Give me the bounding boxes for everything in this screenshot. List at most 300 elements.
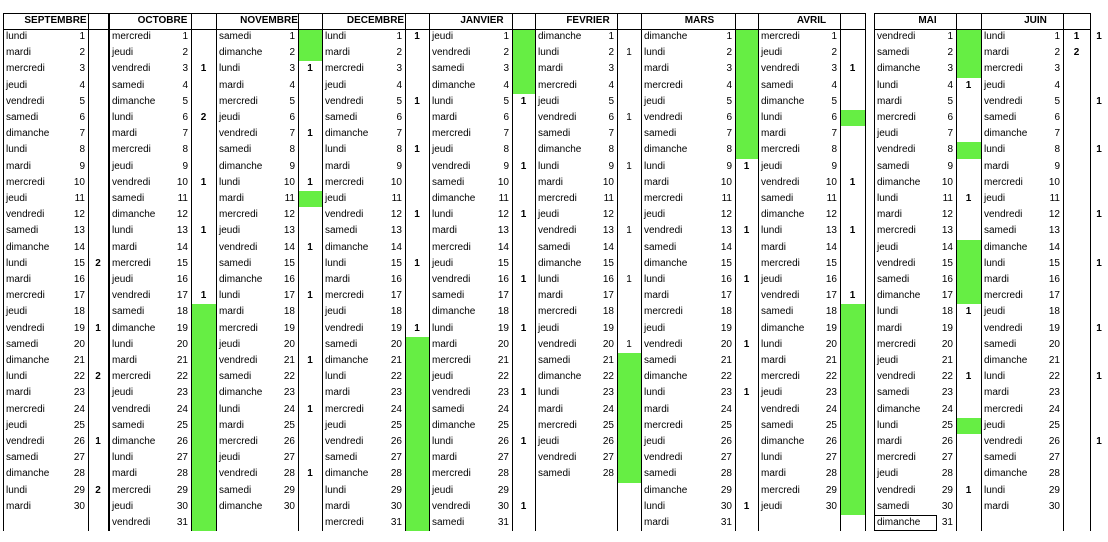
day-name: jeudi <box>644 209 666 221</box>
day-number: 13 <box>825 225 837 237</box>
day-number: 3 <box>503 63 509 75</box>
lesson-count: 1 <box>849 225 856 237</box>
day-name: mercredi <box>112 31 151 42</box>
day-name: mardi <box>325 500 351 512</box>
day-name: lundi <box>984 31 1006 42</box>
day-number: 2 <box>182 47 188 59</box>
day-name: mardi <box>219 419 245 431</box>
day-number: 6 <box>289 112 295 123</box>
day-number: 18 <box>497 306 509 318</box>
day-number: 26 <box>73 436 85 447</box>
lesson-count: 2 <box>200 112 207 123</box>
lesson-count: 1 <box>414 31 420 42</box>
day-number: 1 <box>831 31 837 42</box>
day-number: 17 <box>176 290 188 302</box>
day-name: mardi <box>6 160 32 172</box>
day-number: 13 <box>73 225 85 237</box>
lesson-count: 1 <box>965 371 972 383</box>
grid-line <box>191 13 192 531</box>
day-name: mercredi <box>112 257 151 269</box>
day-number: 5 <box>726 95 732 107</box>
day-number: 6 <box>1054 112 1060 123</box>
day-name: samedi <box>538 241 571 253</box>
day-name: lundi <box>877 419 899 431</box>
day-name: vendredi <box>644 338 683 350</box>
lesson-count: 1 <box>200 225 207 237</box>
day-number: 18 <box>720 306 732 318</box>
day-number: 16 <box>1048 274 1060 285</box>
holiday-highlight <box>957 240 981 305</box>
day-number: 2 <box>396 47 402 59</box>
day-number: 18 <box>283 306 295 318</box>
extra-count: 1 <box>1096 31 1102 42</box>
day-number: 31 <box>176 517 188 528</box>
lesson-count: 1 <box>626 338 632 350</box>
day-number: 11 <box>942 193 953 204</box>
day-name: jeudi <box>112 387 134 399</box>
day-number: 30 <box>283 500 295 512</box>
day-name: jeudi <box>325 306 347 318</box>
day-number: 1 <box>182 31 188 42</box>
day-name: mardi <box>538 176 564 188</box>
day-number: 29 <box>825 484 837 496</box>
day-name: jeudi <box>219 338 241 350</box>
day-number: 21 <box>283 355 295 366</box>
day-number: 5 <box>608 95 614 107</box>
day-number: 30 <box>497 500 509 512</box>
day-name: mercredi <box>219 436 258 447</box>
grid-line <box>1063 13 1064 531</box>
day-name: mercredi <box>219 209 258 221</box>
day-name: samedi <box>538 355 571 366</box>
day-number: 4 <box>947 79 953 91</box>
day-name: mardi <box>984 47 1010 59</box>
day-name: lundi <box>644 387 666 399</box>
day-name: samedi <box>219 257 252 269</box>
day-name: vendredi <box>877 144 916 156</box>
day-name: vendredi <box>432 47 471 59</box>
month-header-fevrier: FEVRIER <box>566 15 610 26</box>
day-number: 14 <box>1048 241 1060 253</box>
day-number: 7 <box>608 128 614 140</box>
day-name: mercredi <box>877 452 916 464</box>
day-number: 1 <box>1054 31 1060 42</box>
lesson-count: 1 <box>307 241 313 253</box>
day-name: vendredi <box>984 436 1023 447</box>
day-number: 17 <box>390 290 402 302</box>
day-31-box <box>874 515 937 531</box>
lesson-count: 1 <box>520 274 527 285</box>
day-number: 26 <box>941 436 953 447</box>
lesson-count: 1 <box>626 112 632 123</box>
day-number: 11 <box>603 193 614 204</box>
day-number: 28 <box>283 468 295 480</box>
day-name: samedi <box>644 241 677 253</box>
day-name: dimanche <box>761 209 805 221</box>
grid-line <box>88 13 89 531</box>
day-number: 18 <box>941 306 953 318</box>
lesson-count: 1 <box>743 225 750 237</box>
day-number: 1 <box>503 31 509 42</box>
month-header-janvier: JANVIER <box>460 15 504 26</box>
day-number: 27 <box>497 452 509 464</box>
day-name: vendredi <box>984 322 1023 334</box>
day-number: 11 <box>826 193 837 204</box>
day-number: 17 <box>602 290 614 302</box>
lesson-count: 1 <box>307 176 313 188</box>
day-name: dimanche <box>761 436 805 447</box>
day-number: 18 <box>176 306 188 318</box>
day-name: mardi <box>984 387 1010 399</box>
day-name: jeudi <box>6 419 28 431</box>
day-number: 29 <box>73 484 85 496</box>
day-name: mercredi <box>6 176 45 188</box>
lesson-count: 1 <box>520 500 527 512</box>
day-name: mercredi <box>432 241 471 253</box>
day-number: 9 <box>726 160 732 172</box>
day-number: 16 <box>602 274 614 285</box>
day-name: samedi <box>432 176 465 188</box>
day-number: 13 <box>720 225 732 237</box>
day-name: lundi <box>432 436 454 447</box>
lesson-count: 1 <box>200 176 207 188</box>
lesson-count: 1 <box>520 322 527 334</box>
day-number: 28 <box>176 468 188 480</box>
day-number: 26 <box>176 436 188 447</box>
day-number: 10 <box>390 176 402 188</box>
day-name: mardi <box>432 338 458 350</box>
day-number: 21 <box>1048 355 1060 366</box>
day-name: dimanche <box>112 322 156 334</box>
day-name: mardi <box>112 468 138 480</box>
grid-line <box>3 29 865 30</box>
holiday-highlight <box>841 110 865 126</box>
day-name: jeudi <box>219 452 241 464</box>
day-name: dimanche <box>6 468 50 480</box>
day-number: 31 <box>497 517 509 528</box>
day-number: 2 <box>1054 47 1060 59</box>
lesson-count: 2 <box>95 371 101 383</box>
day-number: 23 <box>390 387 402 399</box>
day-number: 11 <box>721 193 732 204</box>
grid-line <box>512 13 513 531</box>
lesson-count: 1 <box>307 63 313 75</box>
day-name: mardi <box>984 274 1010 285</box>
day-number: 3 <box>79 63 85 75</box>
day-number: 29 <box>720 484 732 496</box>
day-number: 11 <box>284 193 295 204</box>
holiday-highlight <box>406 337 429 531</box>
day-number: 9 <box>947 160 953 172</box>
day-name: mercredi <box>984 403 1023 415</box>
day-number: 25 <box>941 419 953 431</box>
day-number: 9 <box>182 160 188 172</box>
day-name: samedi <box>6 338 39 350</box>
day-name: lundi <box>877 193 899 204</box>
day-number: 25 <box>1048 419 1060 431</box>
grid-line <box>3 13 4 531</box>
day-name: samedi <box>112 419 145 431</box>
day-name: vendredi <box>644 112 683 123</box>
day-name: lundi <box>325 257 347 269</box>
day-name: lundi <box>644 274 666 285</box>
day-number: 17 <box>720 290 732 302</box>
day-number: 24 <box>720 403 732 415</box>
day-name: jeudi <box>877 355 899 366</box>
day-name: mardi <box>325 387 351 399</box>
day-name: dimanche <box>877 290 921 302</box>
day-number: 1 <box>289 31 295 42</box>
lesson-count: 1 <box>965 79 972 91</box>
day-name: mercredi <box>644 193 683 204</box>
grid-line <box>865 13 866 531</box>
day-name: mercredi <box>325 63 364 75</box>
day-number: 10 <box>941 176 953 188</box>
day-number: 25 <box>283 419 295 431</box>
day-number: 8 <box>79 144 85 156</box>
day-name: vendredi <box>538 338 577 350</box>
day-name: dimanche <box>325 128 369 140</box>
day-name: lundi <box>6 257 28 269</box>
day-number: 3 <box>289 63 295 75</box>
day-name: mardi <box>877 322 903 334</box>
day-name: dimanche <box>538 371 582 383</box>
day-number: 16 <box>283 274 295 285</box>
day-name: lundi <box>219 403 241 415</box>
day-name: samedi <box>984 225 1017 237</box>
day-name: lundi <box>6 484 28 496</box>
day-number: 26 <box>720 436 732 447</box>
day-number: 30 <box>176 500 188 512</box>
day-name: vendredi <box>432 274 471 285</box>
month-header-decembre: DECEMBRE <box>346 15 405 26</box>
day-number: 21 <box>390 355 402 366</box>
day-name: vendredi <box>761 290 800 302</box>
day-number: 2 <box>726 47 732 59</box>
day-number: 12 <box>825 209 837 221</box>
day-name: mardi <box>877 95 903 107</box>
day-name: dimanche <box>877 176 921 188</box>
day-name: samedi <box>112 193 145 204</box>
day-name: dimanche <box>877 63 921 75</box>
day-number: 9 <box>1054 160 1060 172</box>
day-number: 27 <box>176 452 188 464</box>
day-number: 22 <box>283 371 295 383</box>
day-number: 13 <box>283 225 295 237</box>
day-name: dimanche <box>644 371 688 383</box>
day-name: samedi <box>219 31 252 42</box>
grid-line <box>981 13 982 531</box>
day-name: vendredi <box>877 371 916 383</box>
day-number: 19 <box>283 322 295 334</box>
day-name: samedi <box>761 193 794 204</box>
day-name: samedi <box>6 112 39 123</box>
day-number: 24 <box>497 403 509 415</box>
day-name: vendredi <box>112 517 151 528</box>
day-name: jeudi <box>432 257 454 269</box>
day-number: 13 <box>497 225 509 237</box>
day-name: lundi <box>432 95 454 107</box>
day-number: 8 <box>396 144 402 156</box>
day-number: 3 <box>726 63 732 75</box>
day-name: mardi <box>761 468 787 480</box>
day-number: 31 <box>390 517 402 528</box>
day-number: 22 <box>720 371 732 383</box>
day-name: samedi <box>6 452 39 464</box>
day-number: 22 <box>390 371 402 383</box>
day-number: 10 <box>497 176 509 188</box>
day-name: lundi <box>325 144 347 156</box>
day-number: 8 <box>726 144 732 156</box>
day-name: samedi <box>761 306 794 318</box>
day-name: dimanche <box>325 468 369 480</box>
day-number: 26 <box>602 436 614 447</box>
day-name: lundi <box>984 257 1006 269</box>
day-name: mardi <box>432 452 458 464</box>
day-name: vendredi <box>644 225 683 237</box>
day-number: 19 <box>497 322 509 334</box>
day-name: samedi <box>112 306 145 318</box>
month-header-mars: MARS <box>684 15 715 26</box>
day-name: lundi <box>538 47 560 59</box>
day-number: 7 <box>289 128 295 140</box>
day-name: lundi <box>984 484 1006 496</box>
day-number: 8 <box>608 144 614 156</box>
day-name: samedi <box>877 500 910 512</box>
day-name: vendredi <box>538 452 577 464</box>
day-number: 23 <box>602 387 614 399</box>
day-name: dimanche <box>538 257 582 269</box>
month-header-avril: AVRIL <box>796 15 827 26</box>
day-name: mercredi <box>538 79 577 91</box>
day-name: mardi <box>761 241 787 253</box>
day-number: 10 <box>602 176 614 188</box>
day-number: 27 <box>283 452 295 464</box>
lesson-count: 1 <box>414 322 420 334</box>
day-number: 14 <box>176 241 188 253</box>
day-name: dimanche <box>877 517 921 528</box>
day-number: 5 <box>396 95 402 107</box>
day-number: 28 <box>602 468 614 480</box>
day-name: jeudi <box>112 500 134 512</box>
day-name: vendredi <box>325 322 364 334</box>
lesson-count: 1 <box>414 209 420 221</box>
day-name: mercredi <box>761 144 800 156</box>
day-name: mercredi <box>984 63 1023 75</box>
day-number: 16 <box>176 274 188 285</box>
day-name: lundi <box>219 290 241 302</box>
day-number: 22 <box>825 371 837 383</box>
day-number: 15 <box>720 257 732 269</box>
day-number: 9 <box>608 160 614 172</box>
day-name: dimanche <box>644 484 688 496</box>
day-number: 27 <box>825 452 837 464</box>
holiday-highlight <box>299 191 322 207</box>
day-name: mercredi <box>984 290 1023 302</box>
day-name: jeudi <box>984 193 1006 204</box>
day-number: 22 <box>941 371 953 383</box>
extra-count: 1 <box>1096 322 1102 334</box>
day-number: 14 <box>73 241 85 253</box>
day-name: mercredi <box>644 419 683 431</box>
day-number: 14 <box>283 241 295 253</box>
day-number: 19 <box>1048 322 1060 334</box>
day-number: 8 <box>289 144 295 156</box>
day-number: 5 <box>1054 95 1060 107</box>
day-number: 2 <box>79 47 85 59</box>
day-number: 11 <box>74 193 85 204</box>
day-number: 28 <box>73 468 85 480</box>
day-number: 1 <box>396 31 402 42</box>
day-number: 6 <box>947 112 953 123</box>
day-name: jeudi <box>432 31 454 42</box>
day-name: vendredi <box>6 322 45 334</box>
day-name: dimanche <box>644 144 688 156</box>
day-number: 7 <box>396 128 402 140</box>
day-name: mercredi <box>432 128 471 140</box>
day-name: jeudi <box>112 274 134 285</box>
month-header-octobre: OCTOBRE <box>137 15 188 26</box>
day-number: 26 <box>497 436 509 447</box>
day-name: mercredi <box>112 484 151 496</box>
day-name: lundi <box>877 306 899 318</box>
day-number: 31 <box>941 517 953 528</box>
day-number: 24 <box>602 403 614 415</box>
day-name: vendredi <box>984 95 1023 107</box>
grid-line <box>874 13 875 531</box>
day-number: 23 <box>73 387 85 399</box>
month-header-mai: MAI <box>918 15 937 26</box>
holiday-highlight <box>618 353 641 483</box>
day-number: 28 <box>941 468 953 480</box>
extra-count: 1 <box>1096 371 1102 383</box>
day-name: lundi <box>984 144 1006 156</box>
day-number: 6 <box>608 112 614 123</box>
day-number: 15 <box>497 257 509 269</box>
day-name: vendredi <box>6 436 45 447</box>
day-number: 8 <box>831 144 837 156</box>
day-name: lundi <box>112 338 134 350</box>
day-number: 22 <box>497 371 509 383</box>
day-name: lundi <box>538 160 560 172</box>
day-name: samedi <box>877 160 910 172</box>
day-name: jeudi <box>538 95 560 107</box>
day-number: 21 <box>497 355 509 366</box>
day-number: 9 <box>396 160 402 172</box>
day-name: lundi <box>325 31 347 42</box>
day-number: 8 <box>1054 144 1060 156</box>
day-number: 10 <box>176 176 188 188</box>
day-name: jeudi <box>761 160 783 172</box>
day-number: 25 <box>602 419 614 431</box>
day-name: jeudi <box>219 112 241 123</box>
day-number: 11 <box>391 193 402 204</box>
day-number: 31 <box>720 517 732 528</box>
day-name: samedi <box>219 484 252 496</box>
day-name: mardi <box>219 306 245 318</box>
day-number: 25 <box>390 419 402 431</box>
lesson-count: 1 <box>307 468 313 480</box>
day-number: 11 <box>498 193 509 204</box>
day-name: samedi <box>432 403 465 415</box>
day-name: vendredi <box>219 128 258 140</box>
day-name: samedi <box>219 144 252 156</box>
lesson-count: 1 <box>849 290 856 302</box>
lesson-count: 1 <box>414 257 420 269</box>
day-number: 2 <box>289 47 295 59</box>
day-name: lundi <box>6 144 28 156</box>
day-number: 3 <box>831 63 837 75</box>
